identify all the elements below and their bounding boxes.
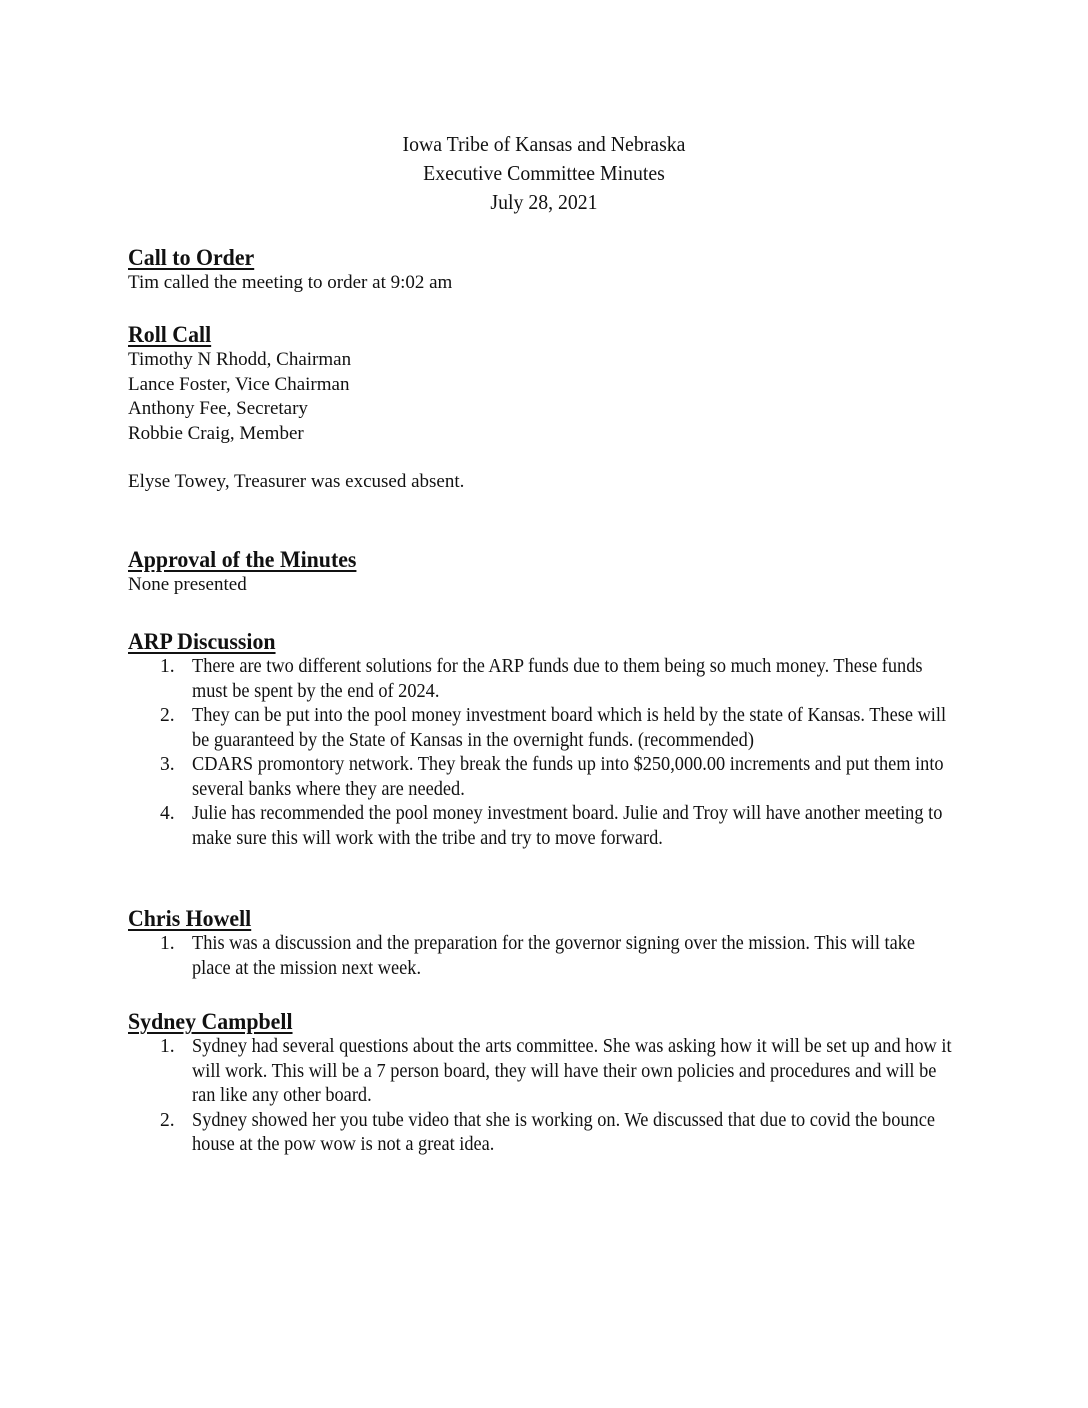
roll-call-member: Timothy N Rhodd, Chairman <box>128 349 352 370</box>
section-heading: Roll Call <box>128 322 212 347</box>
list-text: Sydney had several questions about the arts committee. She was asking how it will be set up and how it will work. This will be a 7 person board, they will have their own policies and procedures and will be ran like any other board. <box>192 1036 952 1106</box>
list-item <box>128 802 968 851</box>
list-text: This was a discussion and the preparation for the governor signing over the mission. This will take place at the mission next week. <box>192 933 916 979</box>
list-number: 2. <box>160 1109 175 1131</box>
list-item <box>128 1109 968 1158</box>
roll-call-member: Lance Foster, Vice Chairman <box>128 373 350 395</box>
list-number: 4. <box>160 803 175 824</box>
section-heading: Approval of the Minutes <box>128 547 357 572</box>
list-text: There are two different solutions for the ARP funds due to them being so much money. These funds must be spent by the end of 2024. <box>192 656 923 702</box>
list-text: Sydney showed her you tube video that she is working on. We discussed that due to covid the bounce house at the pow wow is not a great idea. <box>192 1109 935 1155</box>
list-number: 1. <box>160 1036 175 1057</box>
call-to-order-text: Tim called the meeting to order at 9:02 am <box>128 272 453 293</box>
section-chris-howell <box>128 906 968 981</box>
document-header <box>0 130 1088 217</box>
section-arp-discussion <box>128 629 968 851</box>
list-number: 1. <box>160 656 175 677</box>
approval-text: None presented <box>128 574 247 595</box>
list-item <box>128 655 968 704</box>
list-item <box>128 753 968 802</box>
list-number: 1. <box>160 933 175 954</box>
absent-note: Elyse Towey, Treasurer was excused absent. <box>128 471 465 493</box>
organization-name: Iowa Tribe of Kansas and Nebraska <box>402 132 686 156</box>
section-heading: ARP Discussion <box>128 629 276 654</box>
list-item <box>128 704 968 753</box>
section-call-to-order <box>128 245 968 296</box>
section-heading: Sydney Campbell <box>128 1009 293 1034</box>
arp-list <box>128 655 968 851</box>
sydney-campbell-list <box>128 1035 968 1158</box>
roll-call-member: Robbie Craig, Member <box>128 422 304 444</box>
list-item <box>128 1035 968 1109</box>
roll-call-member: Anthony Fee, Secretary <box>128 398 308 420</box>
list-number: 3. <box>160 754 175 775</box>
chris-howell-list <box>128 932 968 981</box>
section-heading: Call to Order <box>128 245 255 270</box>
list-text: CDARS promontory network. They break the funds up into $250,000.00 increments and put them into several banks where they are needed. <box>192 754 944 800</box>
list-item <box>128 932 968 981</box>
section-approval-of-minutes <box>128 547 968 598</box>
list-text: They can be put into the pool money investment board which is held by the state of Kansas. These will be guaranteed by the State of Kansas in the overnight funds. (recommended) <box>192 705 947 751</box>
meeting-date: July 28, 2021 <box>490 190 598 214</box>
document-title: Executive Committee Minutes <box>423 161 665 185</box>
list-text: Julie has recommended the pool money investment board. Julie and Troy will have another meeting to make sure this will work with the tribe and try to move forward. <box>192 803 943 849</box>
section-sydney-campbell <box>128 1009 968 1158</box>
list-number: 2. <box>160 705 175 726</box>
section-roll-call <box>128 322 968 495</box>
section-heading: Chris Howell <box>128 906 252 931</box>
